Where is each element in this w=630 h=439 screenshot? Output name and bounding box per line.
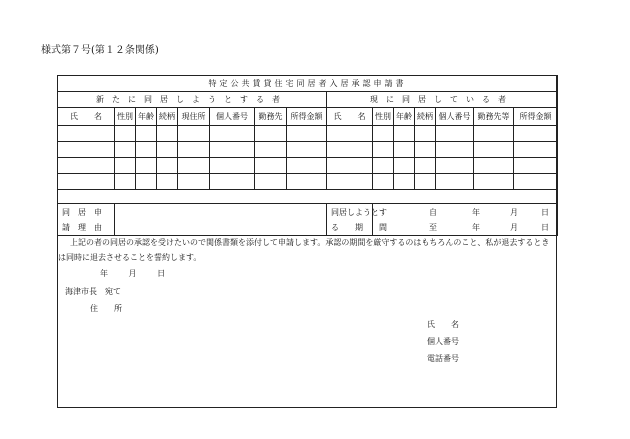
cell-input[interactable] bbox=[514, 126, 558, 142]
reason-period-row bbox=[58, 204, 558, 236]
cell-input[interactable] bbox=[210, 158, 255, 174]
cell-input[interactable] bbox=[157, 142, 178, 158]
cell-input[interactable] bbox=[415, 174, 436, 190]
cell-input[interactable] bbox=[157, 126, 178, 142]
reason-label-line-2: 請 理 由 bbox=[62, 222, 102, 232]
cell-input[interactable] bbox=[474, 142, 514, 158]
form-title: 特定公共賃貸住宅同居者入居承認申請書 bbox=[58, 76, 558, 92]
period-to: 至 bbox=[429, 222, 437, 232]
col-header: 所得金額 bbox=[514, 108, 558, 126]
column-header-row bbox=[58, 108, 558, 126]
col-header: 性別 bbox=[115, 108, 136, 126]
cell-input[interactable] bbox=[58, 126, 115, 142]
cell-input[interactable] bbox=[136, 174, 157, 190]
signature-mynumber-label: 個人番号 bbox=[427, 337, 459, 346]
cell-input[interactable] bbox=[178, 174, 210, 190]
cell-input[interactable] bbox=[287, 126, 327, 142]
cell-input[interactable] bbox=[115, 174, 136, 190]
period-label-line-2: る 期 間 bbox=[331, 222, 387, 232]
cell-input[interactable] bbox=[178, 126, 210, 142]
cell-input[interactable] bbox=[394, 174, 415, 190]
cell-input[interactable] bbox=[255, 158, 287, 174]
col-header: 氏 名 bbox=[58, 108, 115, 126]
form-number: 様式第７号(第１２条関係) bbox=[41, 45, 159, 56]
cell-input[interactable] bbox=[136, 142, 157, 158]
cell-input[interactable] bbox=[514, 158, 558, 174]
period-label bbox=[327, 204, 387, 236]
table-row bbox=[58, 158, 558, 174]
section-current-person: 現に同居している者 bbox=[327, 92, 558, 108]
cell-input[interactable] bbox=[58, 174, 115, 190]
cell-input[interactable] bbox=[58, 158, 115, 174]
cell-input[interactable] bbox=[474, 174, 514, 190]
table-row bbox=[58, 142, 558, 158]
col-header: 勤務先等 bbox=[474, 108, 514, 126]
period-day: 日 bbox=[541, 222, 549, 232]
col-header: 勤務先 bbox=[255, 108, 287, 126]
table-row bbox=[58, 174, 558, 190]
cell-input[interactable] bbox=[287, 174, 327, 190]
cell-input[interactable] bbox=[394, 126, 415, 142]
cell-input[interactable] bbox=[255, 142, 287, 158]
cell-input[interactable] bbox=[514, 142, 558, 158]
cell-input[interactable] bbox=[136, 158, 157, 174]
period-label-line-1: 同居しようとす bbox=[331, 207, 387, 217]
cell-input[interactable] bbox=[115, 126, 136, 142]
cell-input[interactable] bbox=[287, 142, 327, 158]
cell-input[interactable] bbox=[255, 174, 287, 190]
col-header: 年齢 bbox=[136, 108, 157, 126]
cell-input[interactable] bbox=[514, 174, 558, 190]
declaration-line-1: 上記の者の同居の承認を受けたいので関係書類を添付して申請します。承認の期間を厳守するのはもちろんのこと、私が退去するとき bbox=[70, 238, 550, 247]
cell-input[interactable] bbox=[178, 158, 210, 174]
cell-input[interactable] bbox=[373, 158, 394, 174]
cell-input[interactable] bbox=[436, 158, 474, 174]
col-header: 個人番号 bbox=[436, 108, 474, 126]
col-header: 続柄 bbox=[415, 108, 436, 126]
cell-input[interactable] bbox=[255, 126, 287, 142]
cell-input[interactable] bbox=[415, 142, 436, 158]
cell-input[interactable] bbox=[373, 142, 394, 158]
reason-label-line-1: 同 居 申 bbox=[62, 207, 102, 217]
cell-input[interactable] bbox=[287, 158, 327, 174]
cell-input[interactable] bbox=[394, 158, 415, 174]
reason-input[interactable] bbox=[115, 204, 327, 236]
cell-input[interactable] bbox=[327, 158, 373, 174]
col-header: 続柄 bbox=[157, 108, 178, 126]
signature-phone-label: 電話番号 bbox=[427, 354, 459, 363]
application-date bbox=[100, 268, 165, 279]
cell-input[interactable] bbox=[210, 142, 255, 158]
period-day: 日 bbox=[541, 207, 549, 217]
cell-input[interactable] bbox=[115, 158, 136, 174]
declaration bbox=[58, 235, 550, 265]
date-day: 日 bbox=[157, 269, 166, 278]
addressee: 海津市長 宛て bbox=[65, 287, 121, 296]
cell-input[interactable] bbox=[415, 158, 436, 174]
col-header: 性別 bbox=[373, 108, 394, 126]
table-row bbox=[58, 126, 558, 142]
cell-input[interactable] bbox=[373, 126, 394, 142]
period-year: 年 bbox=[472, 207, 480, 217]
col-header: 所得金額 bbox=[287, 108, 327, 126]
cell-input[interactable] bbox=[327, 126, 373, 142]
reason-label bbox=[58, 204, 115, 236]
cell-input[interactable] bbox=[210, 126, 255, 142]
date-year: 年 bbox=[100, 269, 108, 278]
signature-name-label: 氏 名 bbox=[427, 320, 459, 329]
period-month: 月 bbox=[510, 207, 518, 217]
cell-input[interactable] bbox=[436, 142, 474, 158]
col-header: 個人番号 bbox=[210, 108, 255, 126]
cell-input[interactable] bbox=[327, 142, 373, 158]
date-month: 月 bbox=[128, 269, 137, 278]
application-table bbox=[57, 75, 558, 236]
cell-input[interactable] bbox=[436, 174, 474, 190]
cell-input[interactable] bbox=[210, 174, 255, 190]
cell-input[interactable] bbox=[415, 126, 436, 142]
cell-input[interactable] bbox=[157, 158, 178, 174]
cell-input[interactable] bbox=[373, 174, 394, 190]
cell-input[interactable] bbox=[436, 126, 474, 142]
address-label: 住 所 bbox=[90, 304, 122, 313]
cell-input[interactable] bbox=[394, 142, 415, 158]
period-input[interactable] bbox=[373, 204, 558, 236]
cell-input[interactable] bbox=[474, 126, 514, 142]
section-new-person: 新たに同居しようとする者 bbox=[58, 92, 327, 108]
declaration-line-2: は同時に退去させることを誓約します。 bbox=[58, 253, 202, 262]
col-header: 年齢 bbox=[394, 108, 415, 126]
cell-input[interactable] bbox=[178, 142, 210, 158]
cell-input[interactable] bbox=[327, 174, 373, 190]
cell-input[interactable] bbox=[136, 126, 157, 142]
spacer-row bbox=[58, 190, 558, 204]
period-year: 年 bbox=[472, 222, 480, 232]
cell-input[interactable] bbox=[58, 142, 115, 158]
col-header: 現住所 bbox=[178, 108, 210, 126]
col-header: 氏 名 bbox=[327, 108, 373, 126]
cell-input[interactable] bbox=[115, 142, 136, 158]
period-month: 月 bbox=[510, 222, 518, 232]
period-from: 自 bbox=[429, 207, 437, 217]
cell-input[interactable] bbox=[474, 158, 514, 174]
cell-input[interactable] bbox=[157, 174, 178, 190]
